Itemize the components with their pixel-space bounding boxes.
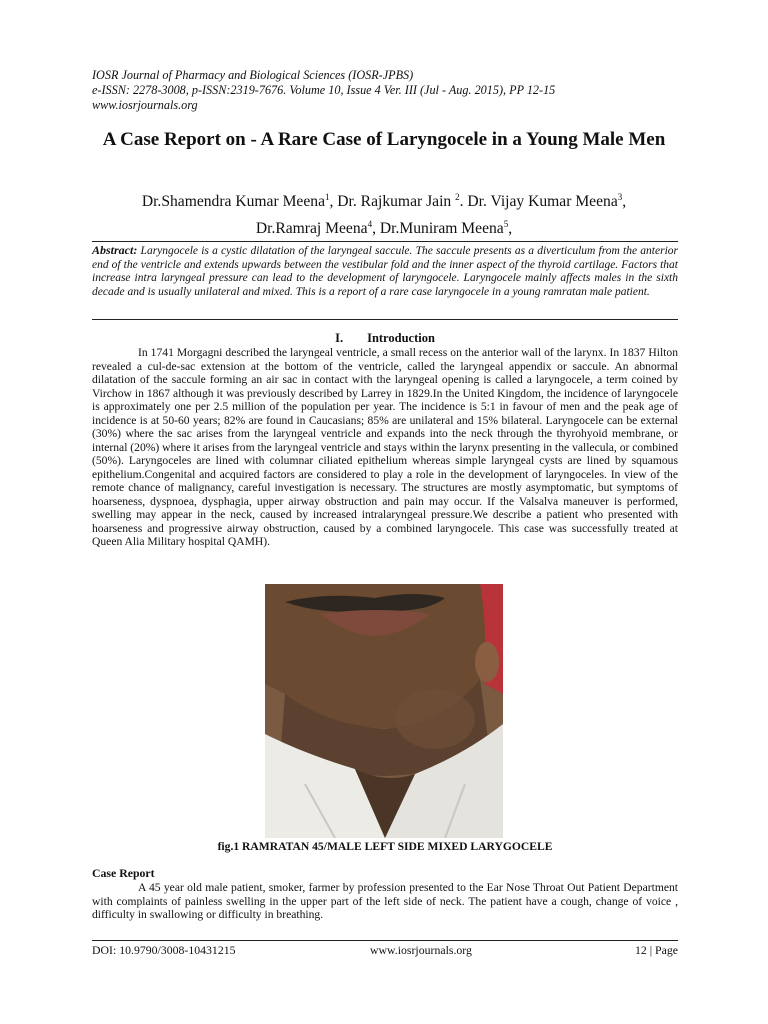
- author-affiliation: 5: [503, 219, 509, 230]
- author-name: Dr.Ramraj Meena: [255, 220, 368, 238]
- author-separator: ,: [622, 193, 627, 211]
- patient-photo-illustration: [265, 584, 503, 838]
- journal-name: IOSR Journal of Pharmacy and Biological Sciences (IOSR-JPBS): [92, 68, 414, 82]
- author-name: Dr.Muniram Meena: [379, 220, 504, 238]
- footer-rule: [92, 940, 678, 941]
- author-affiliation: 2: [455, 192, 460, 202]
- author-separator: ,: [329, 193, 338, 211]
- author-separator: ,: [372, 220, 380, 238]
- abstract-label: Abstract:: [92, 243, 138, 257]
- author-separator: ,: [508, 220, 513, 238]
- section-heading-introduction: [92, 331, 678, 346]
- abstract-text: Laryngocele is a cystic dilatation of the laryngeal saccule. The saccule presents as a diverticulum from the anterior end of the ventricle and extends upwards between the vestibular fold and the inner aspect of the thyroid cartilage. Factors that increase intra laryngeal pressure can lead to the development of laryngocele. Laryngocele mainly affects males in the sixth decade and is usually unilateral and mixed. This is a report of a rare case laryngocele in a young ramratan male patient.: [92, 245, 678, 298]
- introduction-body: [92, 346, 678, 549]
- introduction-paragraph: In 1741 Morgagni described the laryngeal ventricle, a small recess on the anterior wall of the larynx. In 1837 Hilton revealed a cul-de-sac extension at the bottom of the ventricle, called the laryngeal appendix or saccule. An abnormal dilatation of the saccule forming an air sac in contact with the laryngeal opening is called a laryngocele, a term coined by Virchow in 1867 although it was previously described by Larrey in 1829.In the United Kingdom, the incidence of laryngocele is approximately one per 2.5 million of the population per year. The incidence is 5:1 in favour of men and the peak age of incidence is at 50-60 years; 82% are found in Caucasians; 85% are unilateral and 15% bilateral. Laryngocele can be external (30%) where the sac arises from the laryngeal ventricle and expands into the neck through the thyrohyoid membrane, or internal (20%) where it arises from the laryngeal ventricle and stays within the larynx presenting in the vallecula, or combined (50%). Laryngoceles are lined with columnar ciliated epithelium whereas simple laryngeal cysts are lined by squamous epithelium.Congenital and acquired factors are considered to play a role in the development of laryngoceles. In view of the remote chance of malignancy, careful investigation is necessary. The structures are mostly asymptomatic, but symptoms of hoarseness, dyspnoea, dysphagia, upper airway obstruction and pain may occur. If the Valsalva maneuver is performed, swelling may appear in the neck, caused by increased intralaryngeal pressure.We describe a patient who presented with hoarseness and progressive airway obstruction, caused by a combined laryngocele. This case was successfully treated at Queen Alia Military hospital QAMH).: [92, 346, 678, 548]
- author-list: [80, 186, 688, 240]
- section-title: Introduction: [367, 331, 435, 345]
- patient-photo: [265, 584, 503, 838]
- author-affiliation: 4: [367, 219, 373, 230]
- figure-caption: fig.1 RAMRATAN 45/MALE LEFT SIDE MIXED LARYGOCELE: [217, 840, 553, 853]
- author-name: Dr. Rajkumar Jain: [337, 193, 452, 211]
- case-report-body: [92, 881, 678, 922]
- abstract-top-rule: [92, 241, 678, 242]
- section-heading-case-report: Case Report: [92, 866, 155, 880]
- author-separator: .: [459, 193, 468, 211]
- journal-header: [92, 68, 692, 113]
- case-report-paragraph: A 45 year old male patient, smoker, farmer by profession presented to the Ear Nose Throat Out Patient Department with complaints of painless swelling in the upper part of the left side of neck. The patient have a cough, change of voice , difficulty in swallowing or difficulty in breathing.: [92, 881, 678, 921]
- footer-website: www.iosrjournals.org: [370, 943, 472, 957]
- footer-page-number: 12 | Page: [635, 943, 678, 957]
- section-number: I.: [335, 331, 344, 345]
- author-affiliation: 1: [325, 192, 330, 202]
- footer-doi: DOI: 10.9790/3008-10431215: [92, 943, 236, 957]
- paper-title: A Case Report on - A Rare Case of Laryngocele in a Young Male Men: [102, 129, 666, 150]
- author-name: Dr.Shamendra Kumar Meena: [141, 193, 325, 211]
- journal-issn: e-ISSN: 2278-3008, p-ISSN:2319-7676. Volume 10, Issue 4 Ver. III (Jul - Aug. 2015), PP 12-15: [92, 83, 556, 97]
- author-name: Dr. Vijay Kumar Meena: [467, 193, 618, 211]
- abstract: [92, 244, 678, 299]
- author-affiliation: 3: [617, 192, 623, 202]
- journal-url: www.iosrjournals.org: [92, 98, 198, 112]
- abstract-bottom-rule: [92, 319, 678, 320]
